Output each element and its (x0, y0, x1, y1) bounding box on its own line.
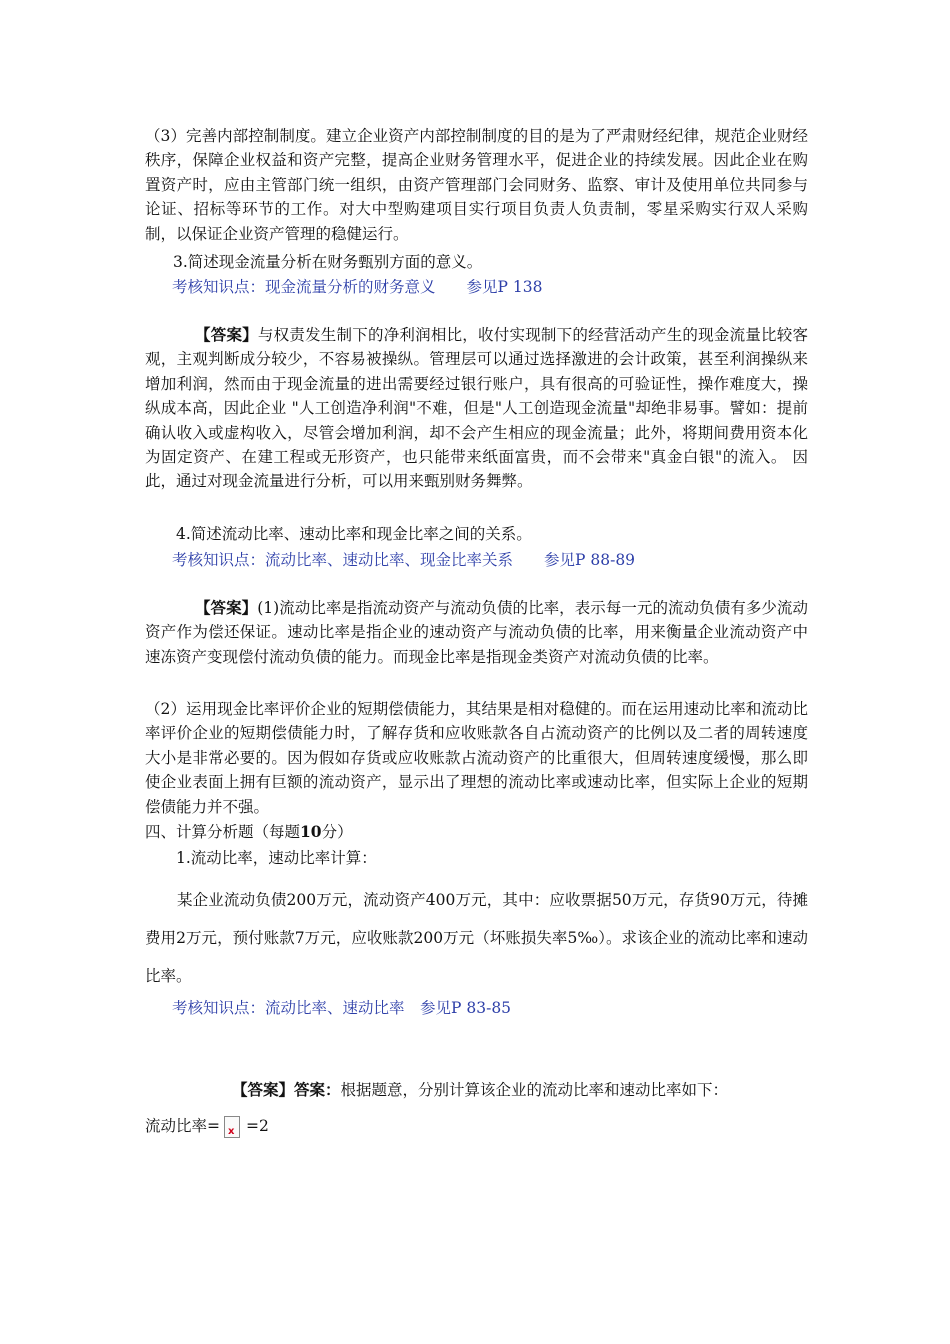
answer-q4-part1 (145, 596, 808, 669)
heading-prefix: 四、计算分析题（每题 (145, 823, 301, 841)
question-4: 4.简述流动比率、速动比率和现金比率之间的关系。 (176, 525, 532, 543)
knowledge-point-calc1: 考核知识点：流动比率、速动比率 参见P 83-85 (172, 999, 512, 1017)
formula-prefix: 流动比率= (145, 1117, 220, 1135)
broken-image-icon: x (224, 1116, 240, 1138)
calc-1-problem: 某企业流动负债200万元，流动资产400万元，其中：应收票据50万元，存货90万元，待摊费用2万元，预付账款7万元，应收账款200万元（坏账损失率5‰）。求该企业的流动比率和速动比率。 (145, 891, 808, 985)
answer-q3 (145, 323, 808, 494)
question-3: 3.简述现金流量分析在财务甄别方面的意义。 (173, 253, 483, 271)
formula-result: =2 (246, 1117, 269, 1135)
answer-label: 【答案】 (195, 598, 258, 617)
calc-1-answer (232, 1078, 728, 1102)
answer-q4-part2: （2）运用现金比率评价企业的短期偿债能力，其结果是相对稳健的。而在运用速动比率和流动比率评价企业的短期偿债能力时，了解存货和应收账款各自占流动资产的比例以及二者的周转速度大小是非常必要的。因为假如存货或应收账款占流动资产的比重很大，但周转速度缓慢，那么即使企业表面上拥有巨额的流动资产，显示出了理想的流动比率或速动比率，但实际上企业的短期偿债能力并不强。 (145, 700, 808, 816)
heading-suffix: 分） (321, 823, 353, 841)
knowledge-point-q3: 考核知识点：现金流量分析的财务意义 参见P 138 (172, 278, 543, 296)
answer-label: 【答案】答案： (232, 1080, 341, 1099)
calc-1-title: 1.流动比率，速动比率计算： (176, 849, 377, 867)
internal-control-paragraph: （3）完善内部控制制度。建立企业资产内部控制制度的目的是为了严肃财经纪律，规范企业财经秩序，保障企业权益和资产完整，提高企业财务管理水平，促进企业的持续发展。因此企业在购置资产时，应由主管部门统一组织，由资产管理部门会同财务、监察、审计及使用单位共同参与论证、招标等环节的工作。对大中型购建项目实行项目负责人负责制，零星采购实行双人采购制，以保证企业资产管理的稳健运行。 (145, 127, 808, 243)
heading-points: 10 (300, 822, 322, 841)
answer-text: 根据题意，分别计算该企业的流动比率和速动比率如下： (340, 1081, 729, 1099)
answer-label: 【答案】 (195, 325, 258, 344)
answer-text: 与权责发生制下的净利润相比，收付实现制下的经营活动产生的现金流量比较客观，主观判断成分较少，不容易被操纵。管理层可以通过选择激进的会计政策，甚至利润操纵来增加利润，然而由于现金流量的进出需要经过银行账户，具有很高的可验证性，操作难度大，操纵成本高，因此企业 "人工创造净利润"不难，但是"人工创造现金流量"却绝非易事。譬如：提前确认收入或虚构收入，尽管会增加利润，却不会产生相应的现金流量；此外，将期间费用资本化为固定资产、在建工程或无形资产，也只能带来纸面富贵，而不会带来"真金白银"的流入。 因此，通过对现金流量进行分析，可以用来甄别财务舞弊。 (145, 326, 808, 491)
knowledge-point-q4: 考核知识点：流动比率、速动比率、现金比率关系 参见P 88-89 (172, 551, 636, 569)
answer-text: (1)流动比率是指流动资产与流动负债的比率，表示每一元的流动负债有多少流动资产作为偿还保证。速动比率是指企业的速动资产与流动负债的比率，用来衡量企业流动资产中速冻资产变现偿付流动负债的能力。而现金比率是指现金类资产对流动负债的比率。 (145, 599, 808, 666)
section-4-heading (145, 820, 353, 844)
current-ratio-formula (145, 1114, 269, 1138)
